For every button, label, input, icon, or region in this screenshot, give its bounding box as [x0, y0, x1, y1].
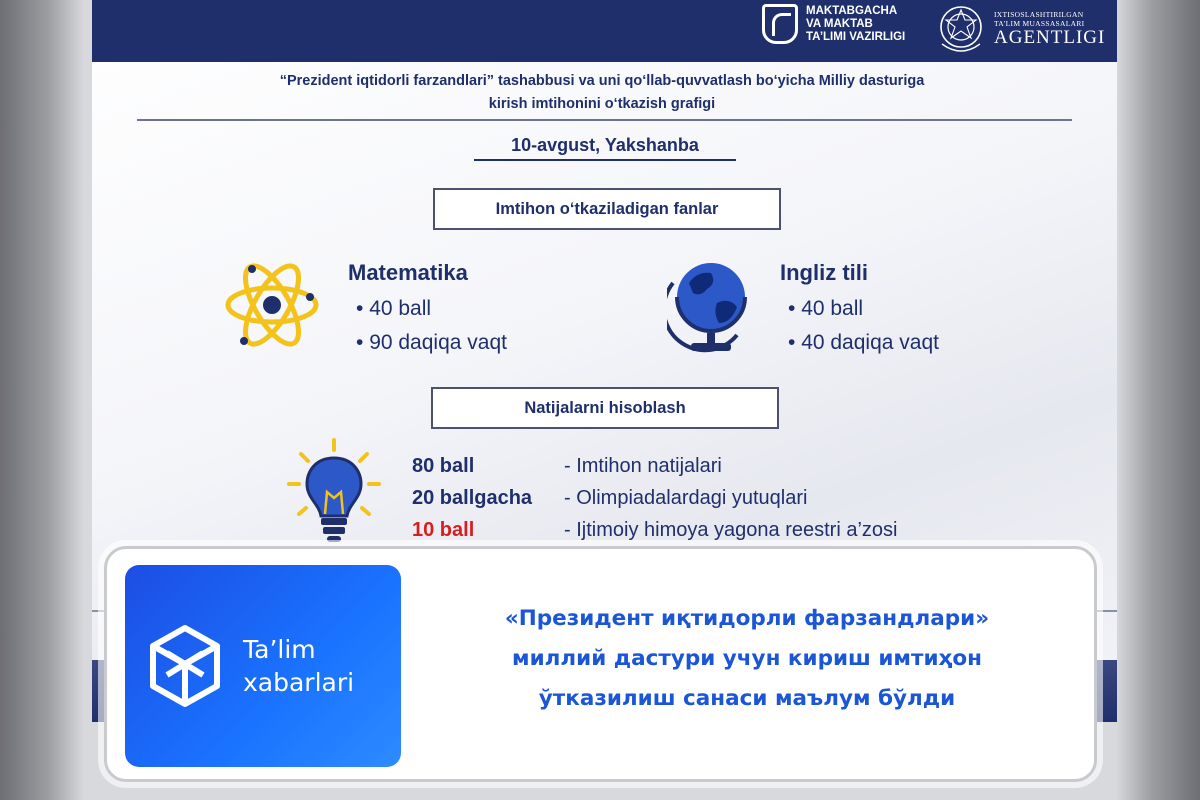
lightbulb-icon — [287, 436, 382, 546]
result-desc: - Olimpiadalardagi yutuqlari — [564, 487, 808, 509]
news-card[interactable] — [104, 546, 1097, 782]
result-row — [412, 514, 897, 546]
exam-date: 10-avgust, Yakshanba — [474, 131, 736, 161]
result-desc: - Ijtimoiy himoya yagona reestri a’zosi — [564, 519, 898, 541]
brand-name-line: xabarlari — [243, 668, 355, 697]
result-desc: - Imtihon natijalari — [564, 455, 722, 477]
result-amount: 20 ballgacha — [412, 487, 533, 509]
ministry-logo-line: MAKTABGACHA — [806, 4, 898, 17]
poster-header — [92, 0, 1117, 62]
globe-icon — [667, 253, 757, 357]
subject-time: • 40 daqiqa vaqt — [780, 326, 939, 360]
poster-title — [162, 70, 1042, 116]
poster-title-line: “Prezident iqtidorli farzandlari” tashabbusi va uni qo‘llab-quvvatlash bo‘yicha Milliy dasturiga — [279, 73, 925, 89]
book-icon — [762, 4, 798, 44]
poster-title-line: kirish imtihonini o‘tkazish grafigi — [488, 96, 716, 112]
agency-logo — [936, 2, 1105, 56]
atom-icon — [222, 255, 322, 355]
news-headline[interactable] — [413, 599, 1081, 719]
result-amount: 80 ball — [412, 455, 475, 477]
cube-logo-icon — [147, 623, 223, 709]
subject-english — [780, 258, 939, 360]
results-list — [412, 450, 897, 546]
results-heading: Natijalarni hisoblash — [431, 387, 779, 429]
brand-logo — [125, 565, 401, 767]
agency-seal-icon — [936, 2, 986, 56]
subject-math — [348, 258, 507, 360]
subject-points: • 40 ball — [780, 292, 939, 326]
subject-name: Ingliz tili — [780, 260, 868, 285]
ministry-logo-line: TA’LIMI VAZIRLIGI — [806, 30, 906, 43]
subject-name: Matematika — [348, 260, 468, 285]
ministry-logo-line: VA MAKTAB — [806, 17, 873, 30]
subject-time: • 90 daqiqa vaqt — [348, 326, 507, 360]
agency-logo-line: TA'LIM MUASSASALARI — [994, 19, 1085, 28]
subject-points: • 40 ball — [348, 292, 507, 326]
agency-logo-line: IXTISOSLASHTIRILGAN — [994, 10, 1084, 19]
result-row — [412, 482, 897, 514]
headline-line: «Президент иқтидорли фарзандлари» — [504, 606, 990, 631]
ministry-logo — [762, 4, 905, 44]
divider — [137, 119, 1072, 121]
result-amount: 10 ball — [412, 519, 475, 541]
brand-name-line: Ta’lim — [243, 635, 316, 664]
agency-logo-title: AGENTLIGI — [994, 27, 1106, 48]
result-row — [412, 450, 897, 482]
subjects-heading: Imtihon o‘tkaziladigan fanlar — [433, 188, 781, 230]
headline-line: ўтказилиш санаси маълум бўлди — [538, 686, 956, 711]
headline-line: миллий дастури учун кириш имтиҳон — [512, 646, 982, 671]
